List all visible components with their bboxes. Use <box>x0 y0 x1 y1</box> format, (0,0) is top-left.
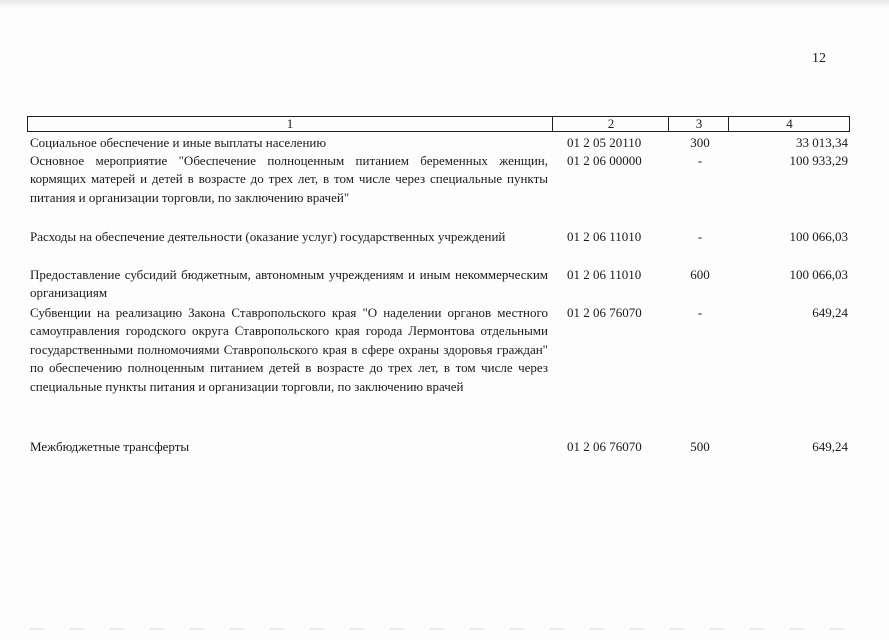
row-expense-type: 500 <box>690 439 710 454</box>
row-code: 01 2 06 11010 <box>567 267 642 282</box>
row-name: Межбюджетные трансферты <box>30 439 190 454</box>
row-amount: 100 066,03 <box>789 229 848 244</box>
row-code: 01 2 06 76070 <box>567 439 642 454</box>
row-amount: 649,24 <box>812 305 848 320</box>
row-name: Предоставление субсидий бюджетным, автономным учреждениям и иным некоммерческим организациям <box>30 267 548 301</box>
row-expense-type: 600 <box>690 267 710 282</box>
header-col-1: 1 <box>286 116 294 131</box>
row-expense-type: - <box>697 153 703 168</box>
row-amount: 100 066,03 <box>789 267 848 282</box>
row-code: 01 2 06 00000 <box>567 153 642 168</box>
header-col-4: 4 <box>728 117 850 131</box>
row-amount: 33 013,34 <box>796 135 848 150</box>
row-code: 01 2 06 76070 <box>567 305 642 320</box>
table-header <box>27 116 850 132</box>
row-name: Социальное обеспечение и иные выплаты населению <box>30 135 327 150</box>
header-col-3: 3 <box>668 117 729 131</box>
scan-edge <box>0 0 889 8</box>
row-expense-type: - <box>697 229 703 244</box>
row-code: 01 2 05 20110 <box>567 135 642 150</box>
row-code: 01 2 06 11010 <box>567 229 642 244</box>
page-number: 12 <box>812 51 826 66</box>
header-col-2: 2 <box>552 117 669 131</box>
row-amount: 649,24 <box>812 439 848 454</box>
row-amount: 100 933,29 <box>789 153 848 168</box>
row-name: Субвенции на реализацию Закона Ставропольского края "О наделении органов местного самоуправления городского округа Ставропольского края города Лермонтова отдельными государственными полномочиями Ставропольского края в сфере охраны здоровья граждан" по обеспечению полноценным питанием детей в возрасте до трех лет, в том числе через специальные пункты питания и организации торговли, по заключению врачей <box>30 305 548 394</box>
row-name: Основное мероприятие "Обеспечение полноценным питанием беременных женщин, кормящих матерей и детей в возрасте до трех лет, в том числе через специальные пункты питания и организации торговли, по заключению врачей" <box>30 153 548 205</box>
row-name: Расходы на обеспечение деятельности (оказание услуг) государственных учреждений <box>30 229 506 244</box>
scan-noise <box>30 628 850 630</box>
row-expense-type: - <box>697 305 703 320</box>
row-expense-type: 300 <box>690 135 710 150</box>
